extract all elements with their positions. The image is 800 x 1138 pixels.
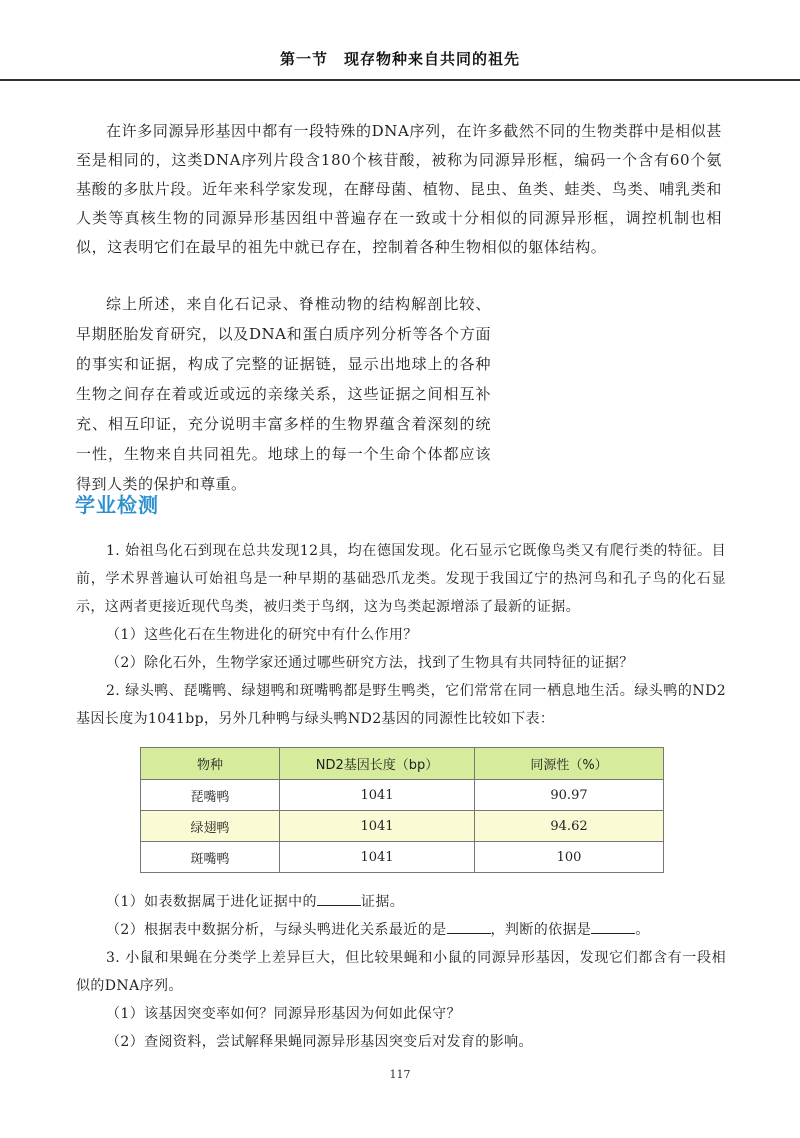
table-row [141,811,664,842]
table-header-cell: 物种 [141,748,280,780]
table-cell: 1041 [280,811,475,842]
table-cell: 90.97 [475,780,664,811]
table-cell: 94.62 [475,811,664,842]
table-header-cell: 同源性（%） [475,748,664,780]
question-2-sub-2-mid: ，判断的依据是 [490,922,592,938]
table-cell: 斑嘴鸭 [141,842,280,873]
paragraph-summary: 综上所述，来自化石记录、脊椎动物的结构解剖比较、早期胚胎发育研究，以及DNA和蛋白质序列分析等各个方面的事实和证据，构成了完整的证据链，显示出地球上的各种生物之间存在着或近或远的亲缘关系，这些证据之间相互补充、相互印证，充分说明丰富多样的生物界蕴含着深刻的统一性，生物来自共同祖先。地球上的每一个生命个体都应该得到人类的保护和尊重。 [76,295,491,493]
header-rule [0,79,800,81]
question-2-sub-2-tail: 。 [635,922,650,938]
question-2-sub-1-text: （1）如表数据属于进化证据中的 [106,894,317,910]
section-heading: 学业检测 [75,493,159,517]
paragraph-homeobox: 在许多同源异形基因中都有一段特殊的DNA序列，在许多截然不同的生物类群中是相似甚至是相同的，这类DNA序列片段含180个核苷酸，被称为同源异形框，编码一个含有60个氨基酸的多肽片段。近年来科学家发现，在酵母菌、植物、昆虫、鱼类、蛙类、鸟类、哺乳类和人类等真核生物的同源异形基因组中普遍存在一致或十分相似的同源异形框，调控机制也相似，这表明它们在最早的祖先中就已存在，控制着各种生物相似的躯体结构。 [76,122,722,256]
page-header [0,0,800,84]
question-2-sub-1 [76,888,726,916]
table-cell: 100 [475,842,664,873]
question-2-sub-2 [76,916,726,944]
page-number: 117 [389,1068,411,1081]
answer-blank[interactable] [317,891,361,906]
question-3-sub-2: （2）查阅资料，尝试解释果蝇同源异形基因突变后对发育的影响。 [106,1034,533,1050]
question-2-sub-1-tail: 证据。 [360,894,405,910]
question-2-text: 2. 绿头鸭、琵嘴鸭、绿翅鸭和斑嘴鸭都是野生鸭类，它们常常在同一栖息地生活。绿头鸭的ND2基因长度为1041bp，另外几种鸭与绿头鸭ND2基因的同源性比较如下表： [76,683,726,727]
table-row [141,842,664,873]
question-block-1 [76,537,726,733]
question-1-sub-1: （1）这些化石在生物进化的研究中有什么作用？ [106,627,418,643]
header-title: 第一节 现存物种来自共同的祖先 [279,50,520,68]
answer-blank[interactable] [447,919,491,934]
question-block-2 [76,888,726,1056]
table-cell: 琵嘴鸭 [141,780,280,811]
question-3-text: 3. 小鼠和果蝇在分类学上差异巨大，但比较果蝇和小鼠的同源异形基因，发现它们都含有一段相似的DNA序列。 [76,950,726,994]
table-cell: 1041 [280,842,475,873]
answer-blank[interactable] [591,919,635,934]
homology-table [140,747,664,873]
table-header-cell: ND2基因长度（bp） [280,748,475,780]
table-cell: 绿翅鸭 [141,811,280,842]
question-1-text: 1. 始祖鸟化石到现在总共发现12具，均在德国发现。化石显示它既像鸟类又有爬行类的特征。目前，学术界普遍认可始祖鸟是一种早期的基础恐爪龙类。发现于我国辽宁的热河鸟和孔子鸟的化石显示，这两者更接近现代鸟类，被归类于鸟纲，这为鸟类起源增添了最新的证据。 [76,543,726,615]
question-1-sub-2: （2）除化石外，生物学家还通过哪些研究方法，找到了生物具有共同特征的证据？ [106,655,634,671]
table-row [141,780,664,811]
question-3-sub-1: （1）该基因突变率如何？同源异形基因为何如此保守？ [106,1006,461,1022]
table-cell: 1041 [280,780,475,811]
question-2-sub-2-text: （2）根据表中数据分析，与绿头鸭进化关系最近的是 [106,922,447,938]
table-header-row [141,748,664,780]
